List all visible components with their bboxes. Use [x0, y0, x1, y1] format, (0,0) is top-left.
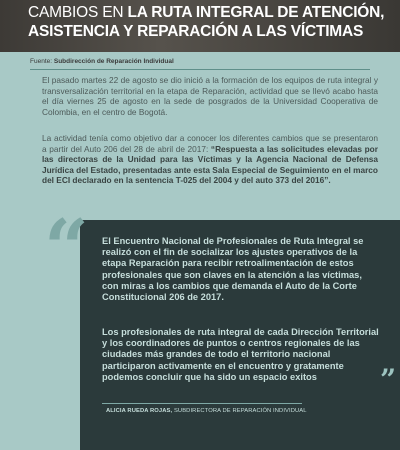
title-bold-line-2: ASISTENCIA Y REPARACIÓN A LAS VÍCTIMAS: [28, 23, 364, 40]
close-quote-icon: ”: [380, 363, 397, 396]
title-bold-line-1: LA RUTA INTEGRAL DE ATENCIÓN,: [127, 4, 385, 21]
body-paragraph-2-bold: “Respuesta a las solicitudes elevadas por las directoras de la Unidad para las Víctimas y la Agencia Nacional de Defensa Jurídica del Estado, presentadas ante esta Sala Especial de Seguimiento en el marco del ECI declarado en la sentencia T-025 del 2004 y del auto 373 del 2016”.: [42, 143, 378, 186]
quote-paragraph-1: El Encuentro Nacional de Profesionales de Ruta Integral se realizó con el fin de socializar los ajustes operativos de la etapa Reparación para recibir retroalimentación de estos profesionales que son claves en la atención a las víctimas, con miras a los cambios que demanda el Auto de la Corte Constitucional 206 de 2017.: [102, 236, 364, 303]
author-name: ALICIA RUEDA ROJAS,: [106, 408, 173, 414]
signature-divider: [102, 403, 302, 404]
source-divider: [30, 69, 370, 70]
author-role: SUBDIRECTORA DE REPARACIÓN INDIVIDUAL: [173, 408, 307, 414]
header-banner: [0, 0, 400, 52]
open-quote-icon: “: [44, 203, 89, 294]
source-label: Fuente:: [30, 58, 53, 65]
quote-paragraph-2: Los profesionales de ruta integral de cada Dirección Territorial y los coordinadores de puntos o centros regionales de las ciudades más grandes de todo el territorio nacional participaron activamente en el encuentro y gratamente podemos concluir que ha sido un espacio exitos: [102, 327, 379, 382]
source-value: Subdirección de Reparación Individual: [53, 58, 174, 65]
source-credit: [30, 58, 390, 65]
body-paragraph-2: [42, 133, 378, 186]
page-title: [28, 3, 394, 41]
title-light: CAMBIOS EN: [28, 4, 124, 21]
quote-signature: [106, 408, 386, 414]
body-paragraph-1: El pasado martes 22 de agosto se dio inició a la formación de los equipos de ruta integral y transversalización territorial en la etapa de Reparación, actividad que se llevó acabo hasta el día viernes 25 de agosto en la sede de posgrados de la Universidad Cooperativa de Colombia, en el centro de Bogotá.: [42, 75, 378, 117]
body-paragraph-2-plain: La actividad tenía como objetivo dar a conocer los diferentes cambios que se presentaron a partir del Auto 206 del 28 de abril de 2017:: [42, 133, 378, 154]
